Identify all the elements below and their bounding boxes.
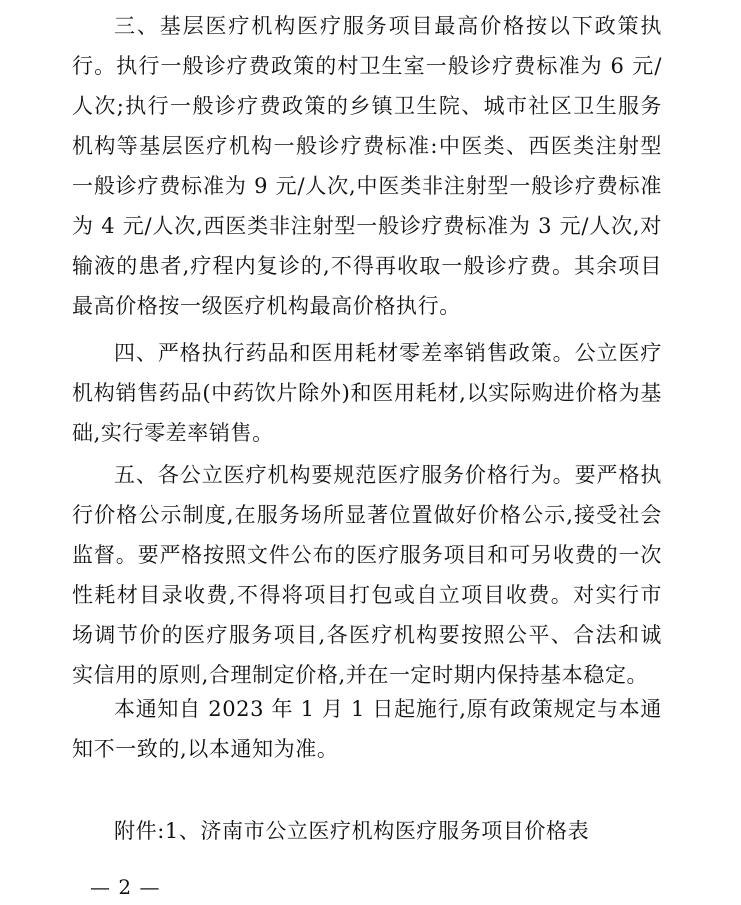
attachment-line: 附件:1、济南市公立医疗机构医疗服务项目价格表 xyxy=(114,819,590,843)
page-number: — 2 — xyxy=(90,875,161,899)
paragraph-item-4-zero-markup-sales: 四、严格执行药品和医用耗材零差率销售政策。公立医疗机构销售药品(中药饮片除外)和医用耗材,以实际购进价格为基础,实行零差率销售。 xyxy=(72,341,662,445)
paragraph-item-5-price-behavior: 五、各公立医疗机构要规范医疗服务价格行为。要严格执行价格公示制度,在服务场所显著位置做好价格公示,接受社会监督。要严格按照文件公布的医疗服务项目和可另收费的一次性耗材目录收费,不得将项目打包或自立项目收费。对实行市场调节价的医疗服务项目,各医疗机构要按照公平、合法和诚实信用的原则,合理制定价格,并在一定时期内保持基本稳定。 xyxy=(72,463,662,687)
paragraph-effective-date: 本通知自 2023 年 1 月 1 日起施行,原有政策规定与本通知不一致的,以本通知为准。 xyxy=(72,697,662,761)
paragraph-item-3-primary-care-pricing: 三、基层医疗机构医疗服务项目最高价格按以下政策执行。执行一般诊疗费政策的村卫生室一般诊疗费标准为 6 元/人次;执行一般诊疗费政策的乡镇卫生院、城市社区卫生服务机构等基层医疗机构一般诊疗费标准:中医类、西医类注射型一般诊疗费标准为 9 元/人次,中医类非注射型一般诊疗费标准为 4 元/人次,西医类非注射型一般诊疗费标准为 3 元/人次,对输液的患者,疗程内复诊的,不得再收取一般诊疗费。其余项目最高价格按一级医疗机构最高价格执行。 xyxy=(72,14,662,318)
